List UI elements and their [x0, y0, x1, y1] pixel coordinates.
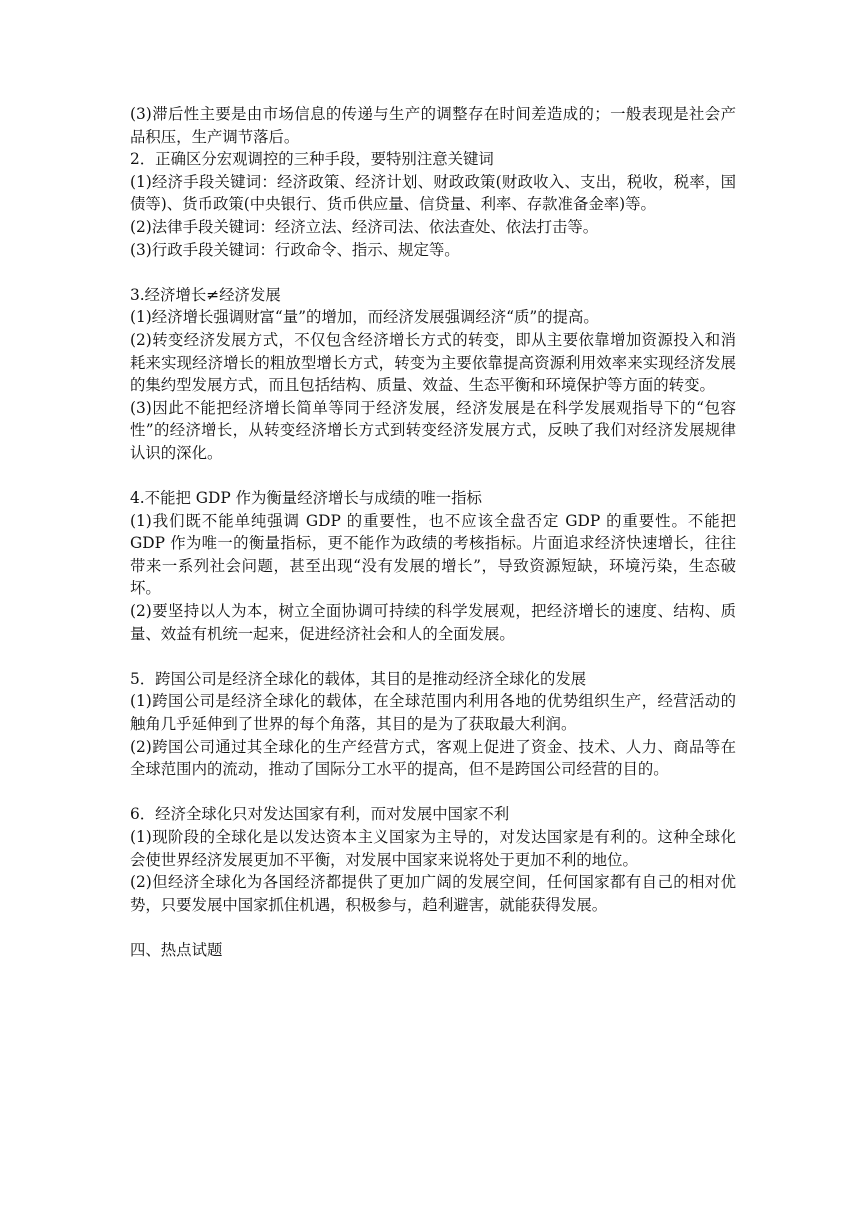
heading-growth-vs-development: 3.经济增长≠经济发展 — [130, 285, 281, 304]
paragraph-legal-means-keywords: (2)法律手段关键词：经济立法、经济司法、依法查处、依法打击等。 — [130, 217, 599, 236]
heading-macro-control-means: 2．正确区分宏观调控的三种手段，要特别注意关键词 — [130, 150, 494, 169]
document-body — [130, 103, 736, 962]
paragraph-economic-means-keywords: (1)经济手段关键词：经济政策、经济计划、财政政策(财政收入、支出，税收，税率，国债等)、货币政策(中央银行、货币供应量、信贷量、利率、存款准备金率)等。 — [130, 172, 736, 214]
paragraph-lag-cause: (3)滞后性主要是由市场信息的传递与生产的调整存在时间差造成的；一般表现是社会产品积压，生产调节落后。 — [130, 105, 736, 146]
paragraph-multinational-flow: (2)跨国公司通过其全球化的生产经营方式，客观上促进了资金、技术、人力、商品等在全球范围内的流动，推动了国际分工水平的提高，但不是跨国公司经营的目的。 — [130, 737, 736, 779]
heading-gdp-not-sole-indicator: 4.不能把 GDP 作为衡量经济增长与成绩的唯一指标 — [130, 489, 482, 508]
heading-globalization-benefit: 6．经济全球化只对发达国家有利，而对发展中国家不利 — [130, 805, 510, 824]
heading-multinational-carrier: 5．跨国公司是经济全球化的载体，其目的是推动经济全球化的发展 — [130, 669, 587, 688]
paragraph-administrative-means-keywords: (3)行政手段关键词：行政命令、指示、规定等。 — [130, 240, 460, 259]
paragraph-growth-quantity-quality: (1)经济增长强调财富“量”的增加，而经济发展强调经济“质”的提高。 — [130, 308, 599, 327]
paragraph-globalization-opportunity: (2)但经济全球化为各国经济都提供了更加广阔的发展空间，任何国家都有自己的相对优势，只要发展中国家抓住机遇，积极参与，趋利避害，就能获得发展。 — [130, 873, 736, 914]
paragraph-transform-development-mode: (2)转变经济发展方式，不仅包含经济增长方式的转变，即从主要依靠增加资源投入和消耗来实现经济增长的粗放型增长方式，转变为主要依靠提高资源利用效率来实现经济发展的集约型发展方式，而且包括结构、质量、效益、生态平衡和环境保护等方面的转变。 — [130, 330, 736, 395]
paragraph-spacer — [130, 261, 736, 284]
paragraph-people-oriented: (2)要坚持以人为本，树立全面协调可持续的科学发展观，把经济增长的速度、结构、质量、效益有机统一起来，促进经济社会和人的全面发展。 — [130, 602, 736, 643]
paragraph-spacer — [130, 645, 736, 668]
paragraph-inclusive-growth: (3)因此不能把经济增长简单等同于经济发展，经济发展是在科学发展观指导下的“包容性”的经济增长，从转变经济增长方式到转变经济发展方式，反映了我们对经济发展规律认识的深化。 — [130, 398, 736, 462]
paragraph-globalization-dominance: (1)现阶段的全球化是以发达资本主义国家为主导的，对发达国家是有利的。这种全球化会使世界经济发展更加不平衡，对发展中国家来说将处于更加不利的地位。 — [130, 828, 736, 869]
paragraph-spacer — [130, 916, 736, 939]
paragraph-spacer — [130, 465, 736, 488]
paragraph-gdp-importance: (1)我们既不能单纯强调 GDP 的重要性，也不应该全盘否定 GDP 的重要性。不能把 GDP 作为唯一的衡量指标，更不能作为政绩的考核指标。片面追求经济快速增长，往往带来一系列社会问题，甚至出现“没有发展的增长”，导致资源短缺，环境污染，生态破坏。 — [130, 511, 736, 598]
paragraph-spacer — [130, 781, 736, 804]
paragraph-multinational-profit: (1)跨国公司是经济全球化的载体，在全球范围内利用各地的优势组织生产，经营活动的触角几乎延伸到了世界的每个角落，其目的是为了获取最大利润。 — [130, 692, 736, 734]
heading-hot-topic-questions: 四、热点试题 — [130, 940, 223, 959]
